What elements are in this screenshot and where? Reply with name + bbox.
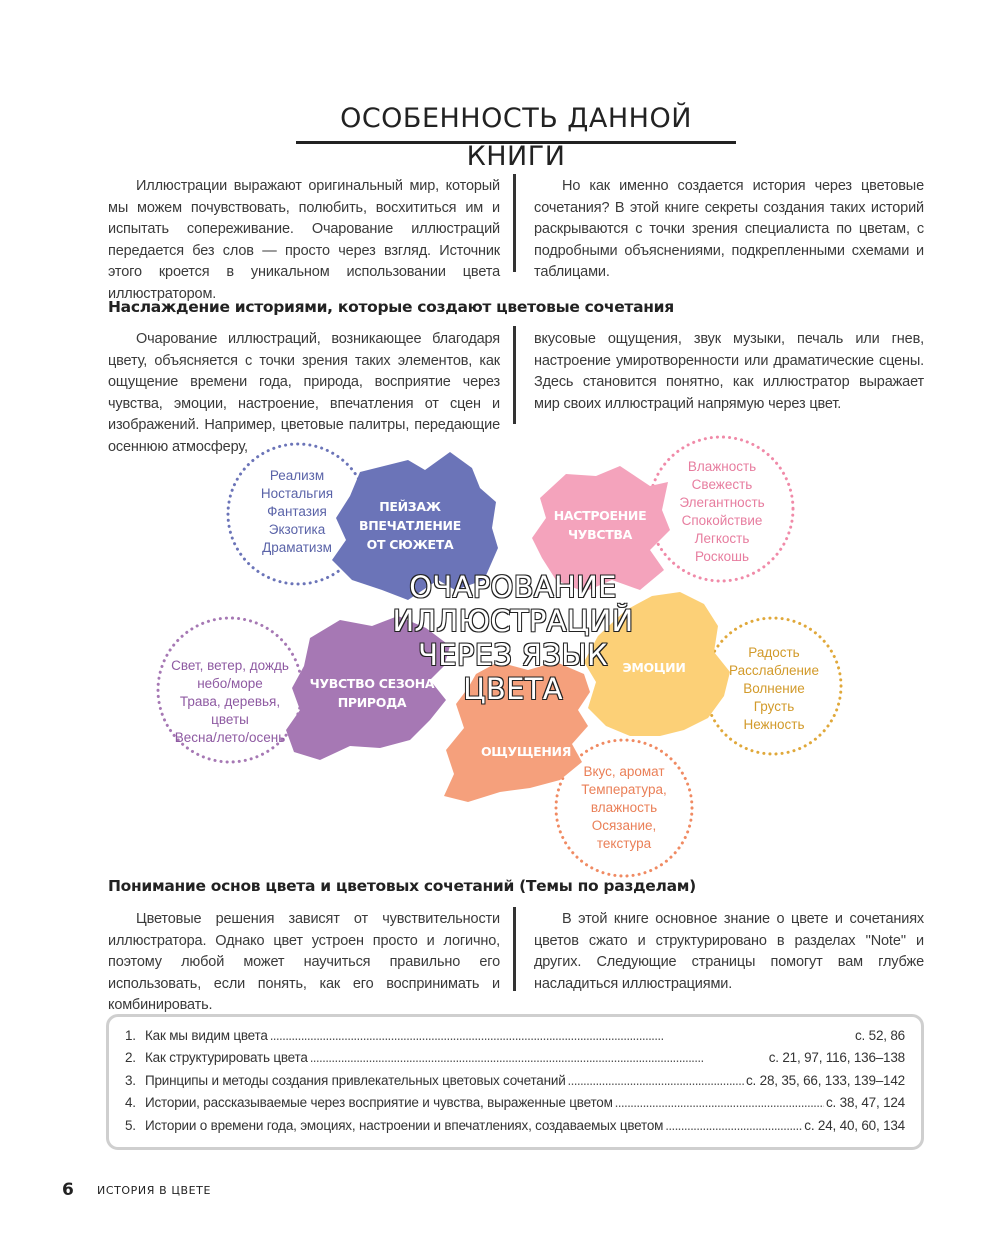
section-heading-basics: Понимание основ цвета и цветовых сочетаний (Темы по разделам) (108, 877, 696, 895)
page-number: 6 (62, 1180, 74, 1200)
column-divider (513, 907, 516, 991)
label-landscape: ПЕЙЗАЖ ВПЕЧАТЛЕНИЕ ОТ СЮЖЕТА (359, 499, 461, 552)
index-row: 2. Как структурировать цвета . . . с. 21, 97, 116, 136–138 (125, 1047, 905, 1069)
index-row: 5. Истории о времени года, эмоциях, настроении и впечатлениях, создаваемых цветом . . . с. 24, 40, 60, 134 (125, 1115, 905, 1137)
list-season: Свет, ветер, дождь небо/море Трава, деревья, цветы Весна/лето/осень (171, 658, 289, 745)
section1-left: Очарование иллюстраций, возникающее благодаря цвету, объясняется с точки зрения таких элементов, как ощущение времени года, природа, восприятие через чувства, эмоции, настроение, впечатления от сцен и изображений. Например, цветовые палитры, передающие осеннюю атмосферу, (108, 331, 500, 455)
list-emotions: Радость Расслабление Волнение Грусть Нежность (729, 645, 819, 732)
running-footer-title: ИСТОРИЯ В ЦВЕТЕ (97, 1184, 212, 1197)
section-heading-stories: Наслаждение историями, которые создают цветовые сочетания (108, 298, 674, 316)
topic-index-box (106, 1014, 924, 1150)
list-mood: Влажность Свежесть Элегантность Спокойствие Легкость Роскошь (679, 459, 765, 564)
index-row: 4. Истории, рассказываемые через восприятие и чувства, выраженные цветом . . . с. 38, 47, 124 (125, 1092, 905, 1114)
column-divider (513, 326, 516, 424)
list-sensations: Вкус, аромат Температура, влажность Осязание, текстура (581, 764, 667, 851)
label-season: ЧУВСТВО СЕЗОНА ПРИРОДА (309, 676, 435, 710)
label-mood: НАСТРОЕНИЕ ЧУВСТВА (553, 508, 647, 542)
diagram-center-title: ОЧАРОВАНИЕ ИЛЛЮСТРАЦИЙ ЧЕРЕЗ ЯЗЫК ЦВЕТА (392, 570, 634, 706)
index-row: 3. Принципы и методы создания привлекательных цветовых сочетаний . . . с. 28, 35, 66, 133, 139–142 (125, 1070, 905, 1092)
intro-right: Но как именно создается история через цветовые сочетания? В этой книге секреты создания таких историй раскрываются с точки зрения специалиста по цветам, с подробными объяснениями, подкрепленными схемами и таблицами. (534, 178, 924, 280)
intro-left: Иллюстрации выражают оригинальный мир, который мы можем почувствовать, полюбить, восхититься им и испытать сопереживание. Очарование иллюстраций передается без слов — просто через взгляд. Источник этого кроется в уникальном использовании цвета иллюстратором. (108, 178, 500, 302)
page-title: ОСОБЕННОСТЬ ДАННОЙ КНИГИ (296, 100, 736, 144)
section2-left: Цветовые решения зависят от чувствительности иллюстратора. Однако цвет устроен просто и логично, поэтому любой может научиться правильно его использовать, если понять, как его воспринимать и комбинировать. (108, 911, 500, 1013)
section1-right: вкусовые ощущения, звук музыки, печаль или гнев, настроение умиротворенности или драматические сцены. Здесь становится понятно, как иллюстратор выражает мир своих иллюстраций напрямую через цвет. (534, 331, 924, 412)
color-language-diagram (0, 430, 1000, 880)
index-row: 1. Как мы видим цвета . . . с. 52, 86 (125, 1025, 905, 1047)
list-landscape: Реализм Ностальгия Фантазия Экзотика Драматизм (260, 468, 334, 555)
section2-right: В этой книге основное знание о цвете и сочетаниях цветов сжато и структурировано в разделах ''Note'' и других. Следующие страницы помогут вам глубже насладиться иллюстрациями. (534, 911, 924, 992)
label-sensations: ОЩУЩЕНИЯ (480, 744, 572, 759)
label-emotions: ЭМОЦИИ (622, 660, 686, 675)
column-divider (513, 174, 516, 272)
